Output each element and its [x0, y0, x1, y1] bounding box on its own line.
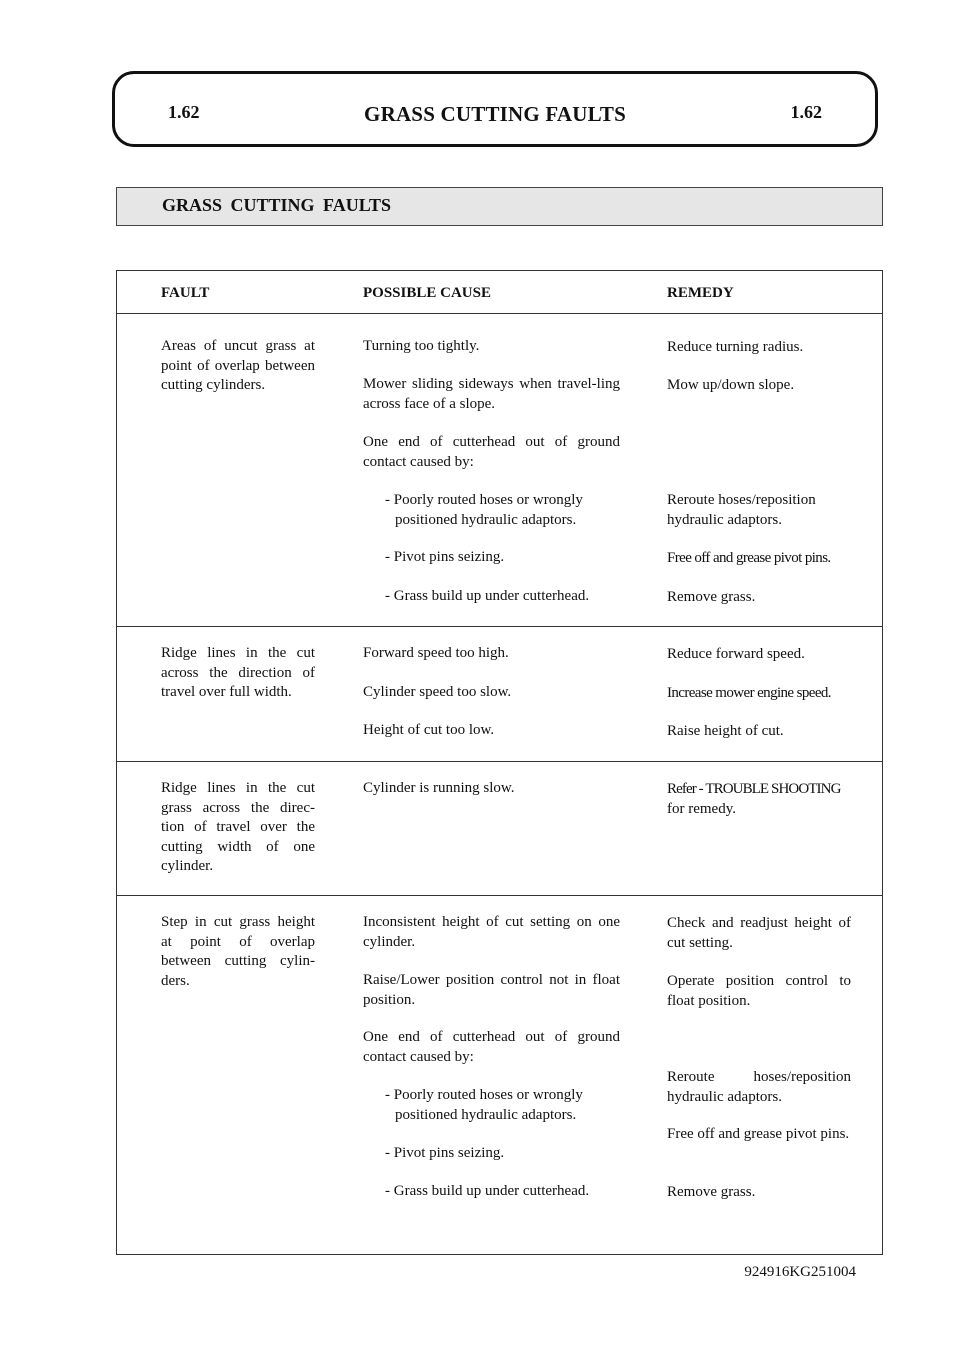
cause-text: Cylinder is running slow.: [363, 780, 515, 796]
cause-text: Mower sliding sideways when travel-ling across face of a slope.: [363, 376, 620, 412]
cause-subitem: - Grass build up under cutterhead.: [385, 588, 590, 604]
cause-subitem-line: positioned hydraulic adaptors.: [395, 1106, 577, 1123]
cause-subitem: [385, 491, 620, 530]
cause-subitem-line: positioned hydraulic adaptors.: [395, 511, 577, 528]
column-header-cause: POSSIBLE CAUSE: [363, 285, 491, 301]
page-number-left: 1.62: [168, 102, 200, 122]
cause-text: One end of cutterhead out of ground contact caused by:: [363, 434, 620, 470]
remedy-text: Increase mower engine speed.: [667, 685, 831, 701]
remedy-text: Mow up/down slope.: [667, 377, 795, 393]
remedy-text: Raise height of cut.: [667, 723, 784, 739]
cause-subitem: - Grass build up under cutterhead.: [385, 1183, 590, 1199]
remedy-text: Reroute hoses/reposition hydraulic adaptors.: [667, 1069, 851, 1105]
cause-subitem: [385, 1086, 620, 1125]
remedy-text: Reroute hoses/reposition hydraulic adaptors.: [667, 492, 816, 528]
cause-subitem-line: - Poorly routed hoses or wrongly: [385, 1087, 583, 1103]
cause-subitem-line: - Poorly routed hoses or wrongly: [385, 492, 583, 508]
row-divider: [117, 626, 882, 627]
cause-text: Height of cut too low.: [363, 722, 495, 738]
remedy-line: Refer - TROUBLE SHOOTING: [667, 781, 841, 797]
row-divider: [117, 761, 882, 762]
cause-text: Cylinder speed too slow.: [363, 684, 512, 700]
fault-text: Ridge lines in the cut grass across the direc-tion of travel over the cutting width of one cylinder.: [161, 780, 315, 874]
row-divider: [117, 895, 882, 896]
remedy-text: Remove grass.: [667, 589, 756, 605]
cause-text: Forward speed too high.: [363, 645, 509, 661]
header-divider: [117, 313, 882, 314]
cause-subitem: - Pivot pins seizing.: [385, 549, 505, 565]
cause-text: Inconsistent height of cut setting on one cylinder.: [363, 914, 620, 950]
remedy-line: for remedy.: [667, 800, 736, 817]
remedy-text: Check and readjust height of cut setting.: [667, 915, 851, 951]
remedy-text: Free off and grease pivot pins.: [667, 1126, 850, 1142]
page-header: [112, 71, 878, 147]
column-header-fault: FAULT: [161, 285, 210, 301]
page-title: GRASS CUTTING FAULTS: [364, 102, 626, 126]
fault-text: Ridge lines in the cut across the direction of travel over full width.: [161, 645, 315, 700]
section-heading-bar: [116, 187, 883, 226]
cause-text: One end of cutterhead out of ground contact caused by:: [363, 1029, 620, 1065]
page-number-right: 1.62: [790, 102, 822, 122]
remedy-text: Reduce turning radius.: [667, 339, 804, 355]
remedy-text: [667, 780, 851, 819]
cause-subitem: - Pivot pins seizing.: [385, 1145, 505, 1161]
faults-table: [116, 270, 883, 1255]
remedy-text: Operate position control to float position.: [667, 973, 851, 1009]
fault-text: Step in cut grass height at point of overlap between cutting cylin-ders.: [161, 914, 315, 989]
fault-text: Areas of uncut grass at point of overlap between cutting cylinders.: [161, 338, 315, 393]
cause-text: Turning too tightly.: [363, 338, 480, 354]
section-heading: GRASS CUTTING FAULTS: [162, 195, 392, 215]
cause-text: Raise/Lower position control not in float position.: [363, 972, 620, 1008]
column-header-remedy: REMEDY: [667, 285, 734, 301]
remedy-text: Reduce forward speed.: [667, 646, 805, 662]
remedy-text: Remove grass.: [667, 1184, 756, 1200]
document-code: 924916KG251004: [744, 1264, 856, 1280]
remedy-text: Free off and grease pivot pins.: [667, 550, 831, 566]
